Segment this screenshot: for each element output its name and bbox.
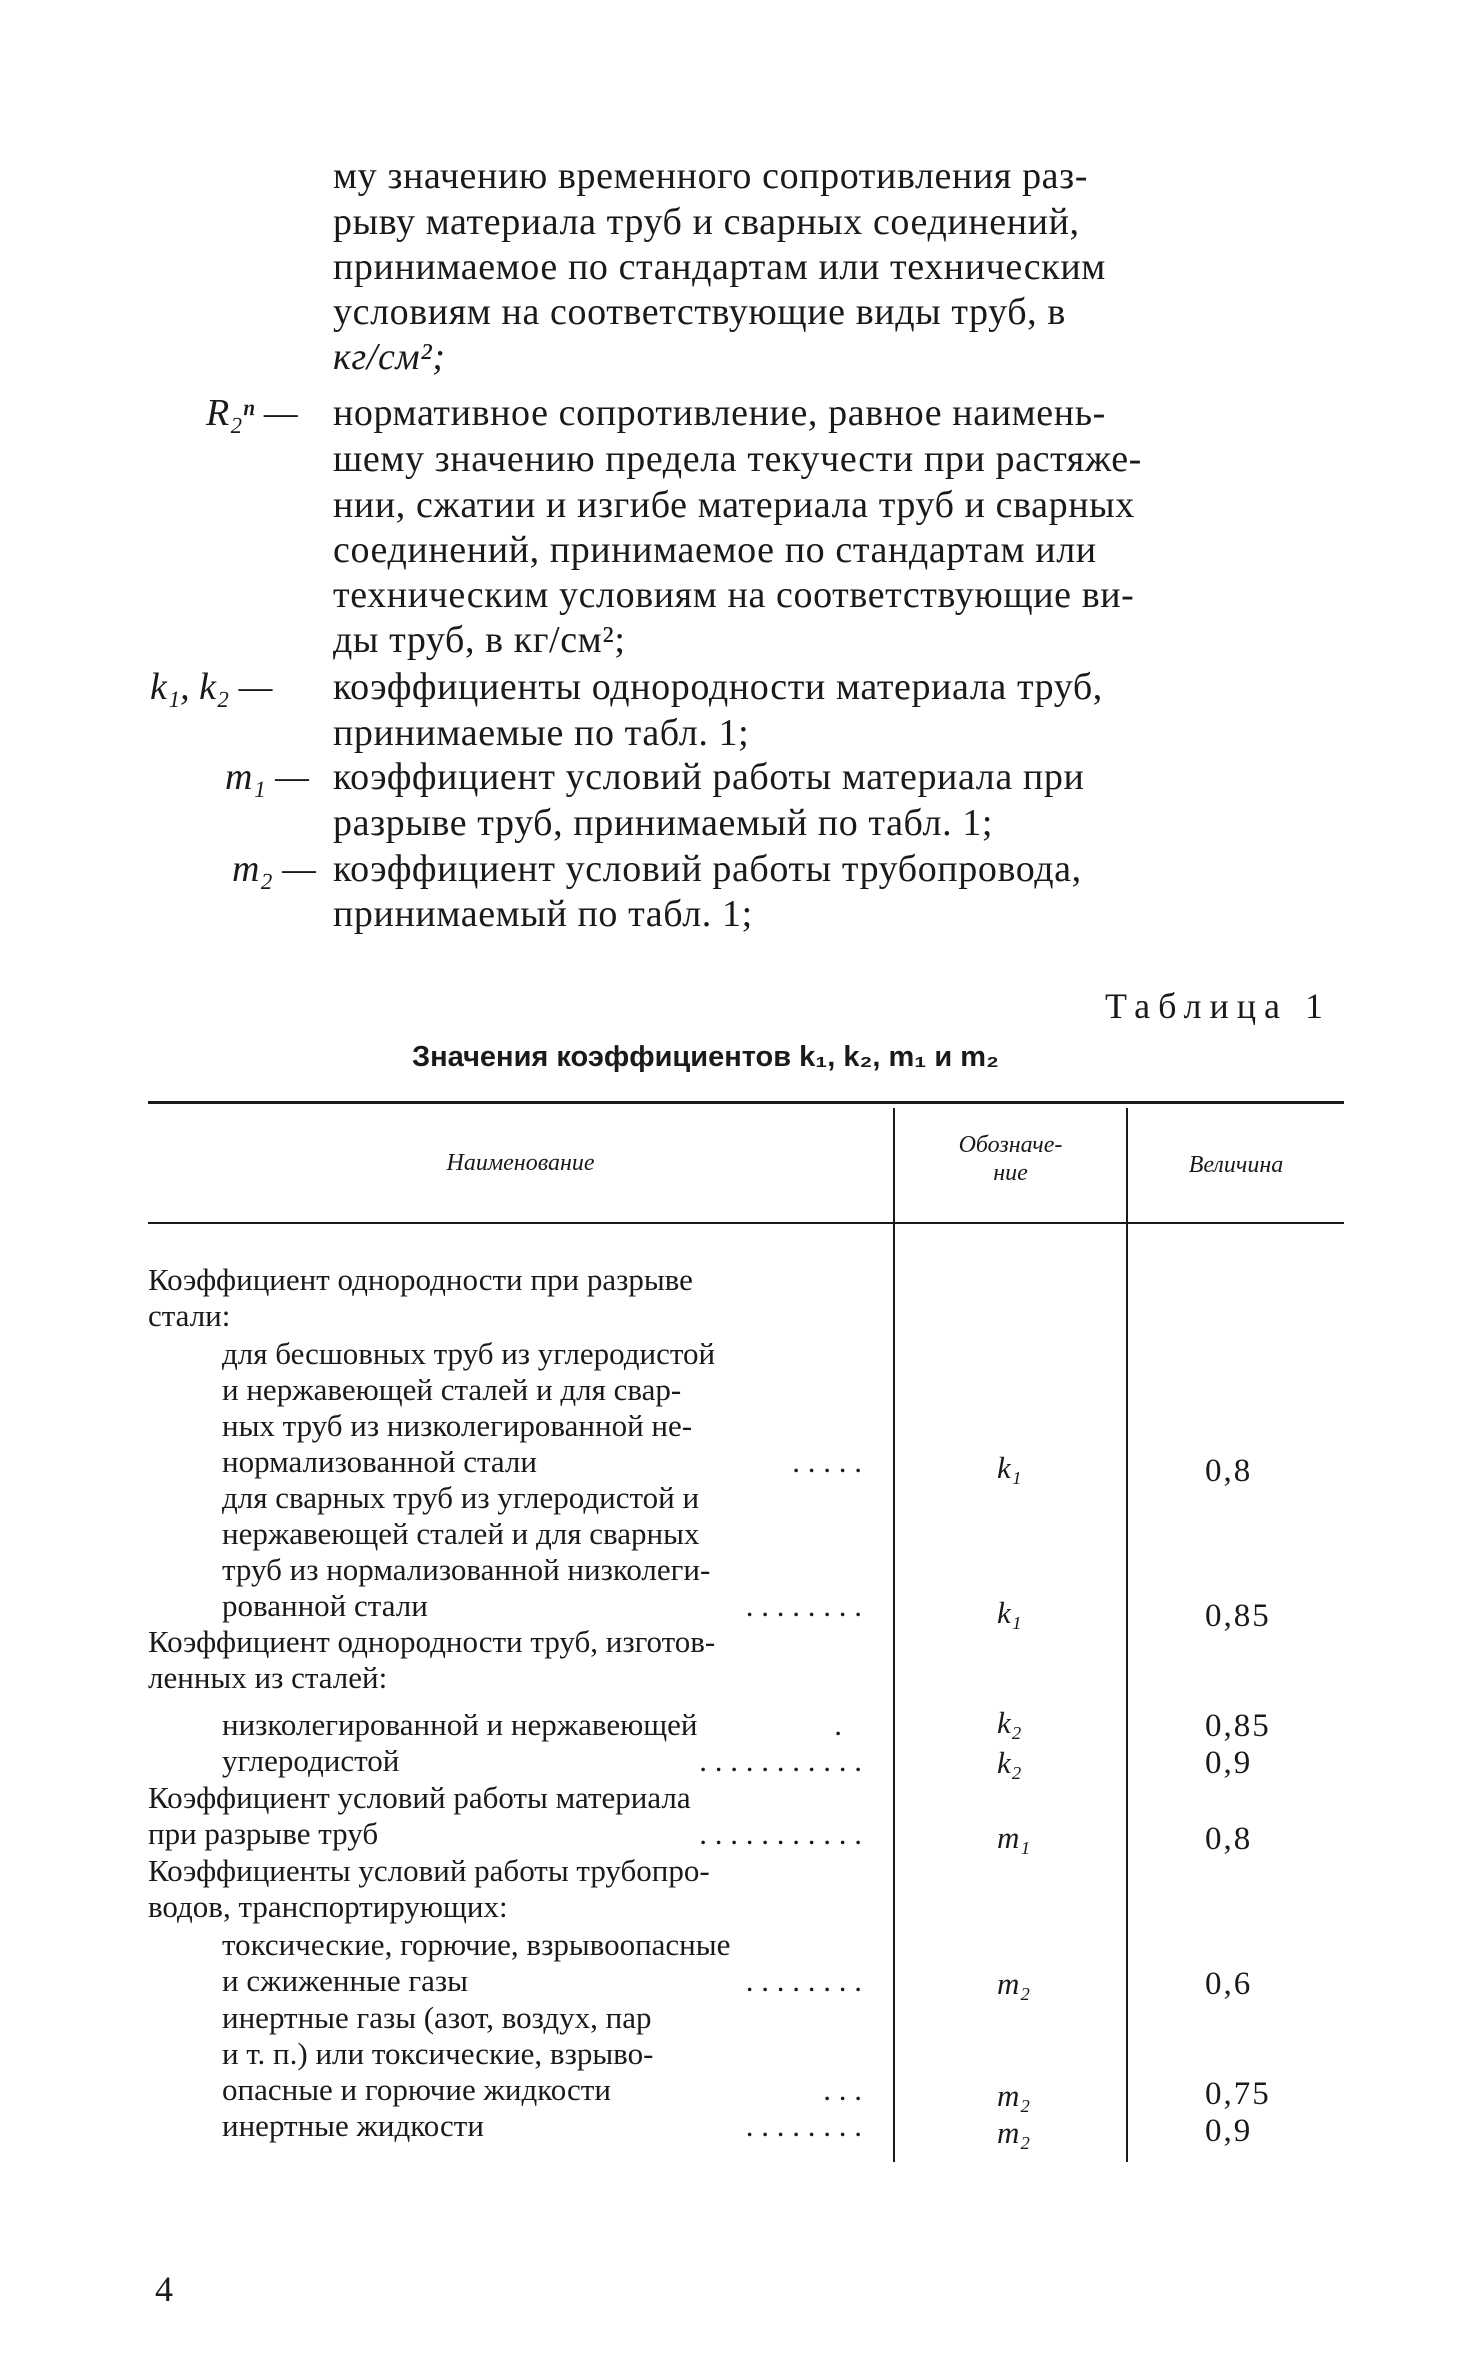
row-designation: k₁ <box>997 1450 1022 1485</box>
m1-symbol: m₁ — <box>225 756 309 798</box>
table-label: Таблица 1 <box>1105 986 1331 1026</box>
row-designation: m₂ <box>997 1966 1031 2001</box>
header-designation-line-2: ние <box>993 1159 1028 1186</box>
row-value: 0,9 <box>1205 1745 1253 1781</box>
k-line-2: принимаемые по табл. 1; <box>333 712 750 754</box>
table-text-line <box>222 1745 862 1776</box>
row-designation: m₂ <box>997 2078 1031 2113</box>
m1-line-2: разрыве труб, принимаемый по табл. 1; <box>333 802 994 844</box>
table-top-rule <box>148 1101 1344 1104</box>
k-symbol: k₁, k₂ — <box>150 666 273 708</box>
row-value: 0,75 <box>1205 2076 1271 2112</box>
intro-line-1-text: му значению временного сопротивления раз- <box>333 155 1089 197</box>
r2-line-3: нии, сжатии и изгибе материала труб и сварных <box>333 484 1135 526</box>
m1-line-1: коэффициент условий работы материала при <box>333 756 1085 798</box>
table-text-line <box>222 2074 862 2105</box>
table-header-rule <box>148 1222 1344 1224</box>
header-designation-line-1: Обозначе- <box>958 1132 1063 1158</box>
table-text-line <box>222 1590 862 1621</box>
intro-line-4: условиям на соответствующие виды труб, в <box>333 291 1066 333</box>
r2-line-6: ды труб, в кг/см²; <box>333 619 626 661</box>
table-text-label: низколегированной и нержавеющей <box>222 1707 698 1742</box>
m2-symbol: m₂ — <box>232 848 316 890</box>
table-text-line: нержавеющей сталей и для сварных <box>222 1516 700 1551</box>
table-text-line: стали: <box>148 1298 231 1333</box>
table-text-line: труб из нормализованной низколеги- <box>222 1552 711 1587</box>
row-value: 0,9 <box>1205 2113 1253 2149</box>
r2-symbol: R₂ⁿ — <box>206 392 298 434</box>
table-caption: Значения коэффициентов k₁, k₂, m₁ и m₂ <box>412 1041 999 1073</box>
dot-leader: . . . . . . . . <box>745 1963 862 1998</box>
m2-line-2: принимаемый по табл. 1; <box>333 893 753 935</box>
table-column-divider-2 <box>1126 1108 1128 2162</box>
table-text-line: и т. п.) или токсические, взрыво- <box>222 2036 654 2071</box>
dot-leader: . <box>834 1707 842 1742</box>
table-text-line: Коэффициенты условий работы трубопро- <box>148 1853 710 1888</box>
dot-leader: . . . . . . . . . . . <box>699 1743 862 1778</box>
header-value: Величина <box>1188 1152 1284 1178</box>
table-text-label: нормализованной стали <box>222 1444 537 1479</box>
r2-line-2: шему значению предела текучести при растяже- <box>333 438 1142 480</box>
header-name: Наименование <box>446 1150 595 1176</box>
table-text-label: углеродистой <box>222 1743 400 1778</box>
row-designation: k₁ <box>997 1595 1022 1630</box>
header-designation <box>895 1132 1126 1187</box>
intro-line-2: рыву материала труб и сварных соединений, <box>333 201 1080 243</box>
r2-line-5: техническим условиям на соответствующие ви- <box>333 574 1135 616</box>
dot-leader: . . . . . . . . <box>745 2108 862 2143</box>
table-text-line: для бесшовных труб из углеродистой <box>222 1336 716 1371</box>
table-text-label: рованной стали <box>222 1588 428 1623</box>
page-number: 4 <box>155 2269 173 2309</box>
r2-line-1: нормативное сопротивление, равное наимень- <box>333 392 1106 434</box>
table-text-line: и нержавеющей сталей и для свар- <box>222 1372 682 1407</box>
dot-leader: . . . . . <box>792 1444 862 1479</box>
row-designation: k₂ <box>997 1705 1022 1740</box>
row-designation: m₂ <box>997 2115 1031 2150</box>
table-text-line: токсические, горючие, взрывоопасные <box>222 1927 731 1962</box>
table-text-line <box>148 1818 862 1849</box>
table-text-line: ленных из сталей: <box>148 1660 388 1695</box>
row-value: 0,8 <box>1205 1453 1253 1489</box>
table-text-line: ных труб из низколегированной не- <box>222 1408 693 1443</box>
table-text-line <box>222 1965 862 1996</box>
table-text-line: инертные газы (азот, воздух, пар <box>222 2000 652 2035</box>
row-designation: k₂ <box>997 1745 1022 1780</box>
table-text-line <box>222 1446 862 1477</box>
dot-leader: . . . . . . . . . . . <box>699 1816 862 1851</box>
table-text-label: опасные и горючие жидкости <box>222 2072 611 2107</box>
table-text-label: и сжиженные газы <box>222 1963 468 1998</box>
table-text-line: Коэффициент однородности труб, изготов- <box>148 1624 716 1659</box>
intro-line-3: принимаемое по стандартам или техническим <box>333 246 1106 288</box>
table-text-line: для сварных труб из углеродистой и <box>222 1480 700 1515</box>
dot-leader: . . . . . . . . <box>745 1588 862 1623</box>
row-value: 0,6 <box>1205 1966 1253 2002</box>
table-text-line <box>222 1709 842 1740</box>
table-text-label: при разрыве труб <box>148 1816 379 1851</box>
row-value: 0,85 <box>1205 1598 1271 1634</box>
k-line-1: коэффициенты однородности материала труб, <box>333 666 1103 708</box>
intro-line-5: кг/см²; <box>333 336 446 378</box>
table-text-line <box>222 2110 862 2141</box>
m2-line-1: коэффициент условий работы трубопровода, <box>333 848 1082 890</box>
intro-line-1 <box>333 157 1345 195</box>
dot-leader: . . . <box>823 2072 862 2107</box>
table-column-divider-1 <box>893 1108 895 2162</box>
r2-line-4: соединений, принимаемое по стандартам или <box>333 529 1097 571</box>
table-text-line: Коэффициент условий работы материала <box>148 1780 691 1815</box>
row-value: 0,8 <box>1205 1821 1253 1857</box>
table-text-label: инертные жидкости <box>222 2108 484 2143</box>
row-value: 0,85 <box>1205 1708 1271 1744</box>
table-text-line: водов, транспортирующих: <box>148 1889 508 1924</box>
row-designation: m₁ <box>997 1820 1031 1855</box>
table-text-line: Коэффициент однородности при разрыве <box>148 1262 693 1297</box>
